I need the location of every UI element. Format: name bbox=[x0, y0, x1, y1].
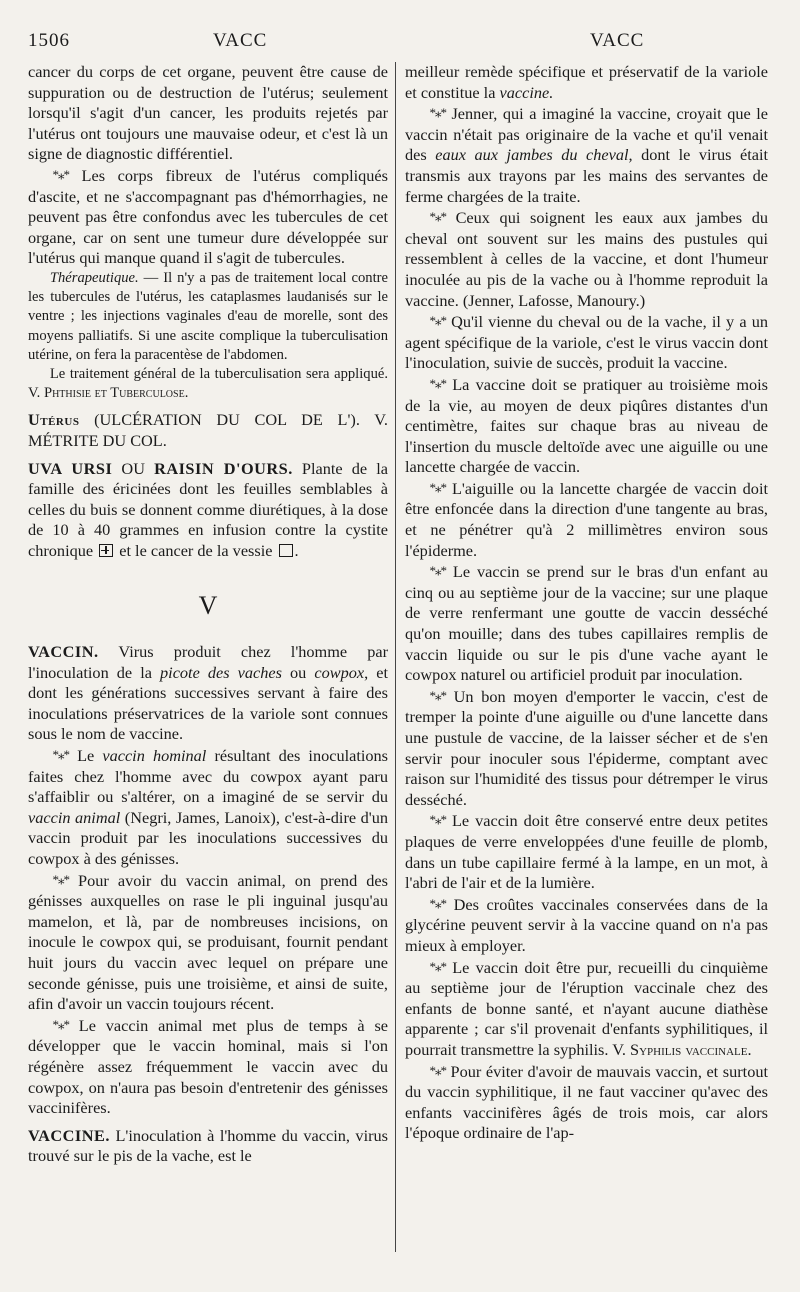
asterism-icon: *⁎* bbox=[429, 479, 446, 495]
right-column bbox=[405, 62, 768, 1144]
left-running-title: VACC bbox=[213, 30, 268, 51]
right-running-title: VACC bbox=[590, 30, 645, 51]
paragraph: *⁎* L'aiguille ou la lancette chargée de vaccin doit être enfoncée dans la direction d'une tangente au bras, et ne pénétrer qu'à 2 millimètres environ sous l'épiderme. bbox=[405, 478, 768, 560]
entry-vaccin: VACCIN. Virus produit chez l'homme par l'inoculation de la picote des vaches ou cowpox, et dont les générations successives servant à faire des inoculations préservatrices de la variole sont connues sous le nom de vaccine. bbox=[28, 642, 388, 744]
entry-vaccine: VACCINE. L'inoculation à l'homme du vaccin, virus trouvé sur le pis de la vache, est le bbox=[28, 1125, 388, 1166]
cross-reference: Syphilis vaccinale. bbox=[630, 1039, 752, 1059]
asterism-icon: *⁎* bbox=[429, 313, 446, 329]
left-column bbox=[28, 62, 388, 1167]
therapeutique-label: Thérapeutique. bbox=[49, 269, 139, 286]
asterism-icon: *⁎* bbox=[429, 209, 446, 225]
asterism-icon: *⁎* bbox=[429, 812, 446, 828]
paragraph: *⁎* Un bon moyen d'emporter le vaccin, c'est de tremper la pointe d'une aiguille ou d'une lancette dans une pustule de vaccine, de la laisser sécher et de s'en servir pour inoculer sous l'épiderme, comptant avec raison sur l'humidité des tissus pour détremper le virus desséché. bbox=[405, 686, 768, 809]
boxed-plus-symbol-icon bbox=[99, 544, 113, 557]
headword: RAISIN D'OURS. bbox=[154, 458, 293, 478]
asterism-icon: *⁎* bbox=[429, 375, 446, 391]
asterism-icon: *⁎* bbox=[52, 871, 69, 887]
paragraph: *⁎* Le vaccin hominal résultant des inoculations faites chez l'homme avec du cowpox ayant paru s'affaiblir ou s'altérer, on a imaginé de se servir du vaccin animal (Negri, James, Lanoix), c'est-à-dire d'un vaccin produit par les inoculations successives du cowpox à des génisses. bbox=[28, 746, 389, 869]
column-divider bbox=[395, 62, 396, 1252]
asterism-icon: *⁎* bbox=[429, 958, 446, 974]
paragraph: *⁎* Pour avoir du vaccin animal, on prend des génisses auxquelles on rase le pli inguinal jusqu'au mamelon, et là, par de nombreuses incisions, on inocule le cowpox qui, se produisant, fournit pendant huit jours du vaccin avec lequel on prépare une seconde génisse, puis une troisième, et ainsi de suite, afin d'avoir un vaccin toujours récent. bbox=[28, 870, 388, 1014]
entry-uva-ursi: UVA URSI OU RAISIN D'OURS. Plante de la famille des éricinées dont les feuilles semblables à celles du buis se donnent comme diurétiques, à la dose de 10 à 40 grammes en infusion contre la cystite chronique et le cancer de la vessie . bbox=[28, 458, 388, 560]
asterism-icon: *⁎* bbox=[52, 166, 69, 182]
paragraph: *⁎* La vaccine doit se pratiquer au troisième mois de la vie, au moyen de deux piqûres distantes d'un centimètre, faites sur chaque bras au niveau de l'insertion du muscle deltoïde avec une aiguille ou une lancette chargée de vaccin. bbox=[405, 374, 768, 477]
asterism-icon: *⁎* bbox=[429, 687, 446, 703]
paragraph-therapeutique: Thérapeutique. — Il n'y a pas de traitement local contre les tubercules de l'utérus, les cataplasmes laudanisés sur le ventre ; les injections vaginales d'eau de morelle, sont des moyens palliatifs. Si une ascite complique la tuberculisation utérine, on fera la paracentèse de l'abdomen. bbox=[28, 269, 388, 363]
section-letter: V bbox=[198, 590, 218, 620]
paragraph: *⁎* Ceux qui soignent les eaux aux jambes du cheval ont souvent sur les mains des pustules qui ressemblent à celles de la vaccine, et dont l'humeur inoculée au pis de la vache ou à l'homme reproduit la vaccine. (Jenner, Lafosse, Manoury.) bbox=[405, 208, 768, 310]
asterism-icon: *⁎* bbox=[429, 563, 446, 579]
entry-uterus: Utérus (ULCÉRATION DU COL DE L'). V. MÉTRITE DU COL. bbox=[28, 410, 388, 450]
paragraph: cancer du corps de cet organe, peuvent être cause de suppuration ou de destruction de l'utérus; seulement lorsqu'il s'agit d'un cancer, les produits rejetés par l'utérus ont toujours une mauvaise odeur, et c'est là un signe de diagnostic différentiel. bbox=[28, 62, 388, 164]
headword: Utérus bbox=[28, 410, 80, 430]
page-number: 1506 bbox=[28, 30, 70, 51]
asterism-icon: *⁎* bbox=[429, 1062, 446, 1078]
paragraph: Le traitement général de la tuberculisation sera appliqué. V. Phthisie et Tuberculose. bbox=[28, 365, 388, 402]
empty-box-symbol-icon bbox=[279, 544, 293, 557]
asterism-icon: *⁎* bbox=[429, 105, 446, 121]
asterism-icon: *⁎* bbox=[52, 1016, 69, 1032]
paragraph: *⁎* Le vaccin animal met plus de temps à se développer que le vaccin hominal, mais si l'on régénère assez fréquemment le vaccin avec du cowpox, on n'aura pas besoin d'entretenir des génisses vaccinifères. bbox=[28, 1015, 389, 1118]
paragraph: *⁎* Le vaccin doit être pur, recueilli du cinquième au septième jour de l'éruption vaccinale chez des enfants de bonne santé, et n'ayant aucune diathèse apparente ; car s'il provenait d'enfants syphilitiques, il pourrait transmettre la syphilis. V. Syphilis vaccinale. bbox=[405, 957, 768, 1059]
headword: UVA URSI bbox=[28, 458, 113, 478]
paragraph: *⁎* Des croûtes vaccinales conservées dans de la glycérine peuvent servir à la vaccine quand on n'a pas mieux à employer. bbox=[405, 894, 768, 955]
headword: VACCINE. bbox=[28, 1125, 110, 1145]
paragraph: *⁎* Jenner, qui a imaginé la vaccine, croyait que le vaccin n'était pas originaire de la vache et qu'il venait des eaux aux jambes du cheval, dont le virus était transmis aux trayons par les mains des servantes de ferme chargées de la traite. bbox=[405, 104, 769, 206]
paragraph: *⁎* Le vaccin se prend sur le bras d'un enfant au cinq ou au septième jour de la vaccine; sur une plaque de verre renfermant une goutte de vaccin desséché qu'on mouille; dans des tubes capillaires remplis de vaccin liquide ou sur le pis d'une vache ayant le cowpox naturel ou artificiel produit par inoculation. bbox=[405, 562, 768, 685]
paragraph: *⁎* Qu'il vienne du cheval ou de la vache, il y a un agent spécifique de la variole, c'est le virus vaccin dont l'inoculation, suivie de succès, produit la vaccine. bbox=[405, 312, 768, 373]
asterism-icon: *⁎* bbox=[429, 895, 446, 911]
paragraph: *⁎* Pour éviter d'avoir de mauvais vaccin, et surtout du vaccin syphilitique, il ne faut vacciner qu'avec des enfants vaccinifères âgés de trois mois, car alors l'époque ordinaire de l'ap- bbox=[405, 1061, 768, 1143]
paragraph: *⁎* Le vaccin doit être conservé entre deux petites plaques de verre enveloppées d'une feuille de plomb, dans un tube capillaire fermé à la lampe, en un mot, à l'abri de l'air et de la lumière. bbox=[405, 811, 768, 893]
asterism-icon: *⁎* bbox=[52, 747, 69, 763]
cross-reference: Phthisie et Tuberculose. bbox=[43, 385, 189, 402]
headword: VACCIN. bbox=[28, 642, 99, 662]
paragraph: meilleur remède spécifique et préservatif de la variole et constitue la vaccine. bbox=[405, 62, 768, 102]
running-header bbox=[28, 30, 772, 58]
paragraph: *⁎* Les corps fibreux de l'utérus compliqués d'ascite, et ne s'accompagnant pas d'hémorrhagies, ne peuvent pas être confondus avec les tubercules de cet organe, car on sent une tumeur dure développée sur l'utérus qui manque quand il s'agit de tubercules. bbox=[28, 165, 388, 268]
